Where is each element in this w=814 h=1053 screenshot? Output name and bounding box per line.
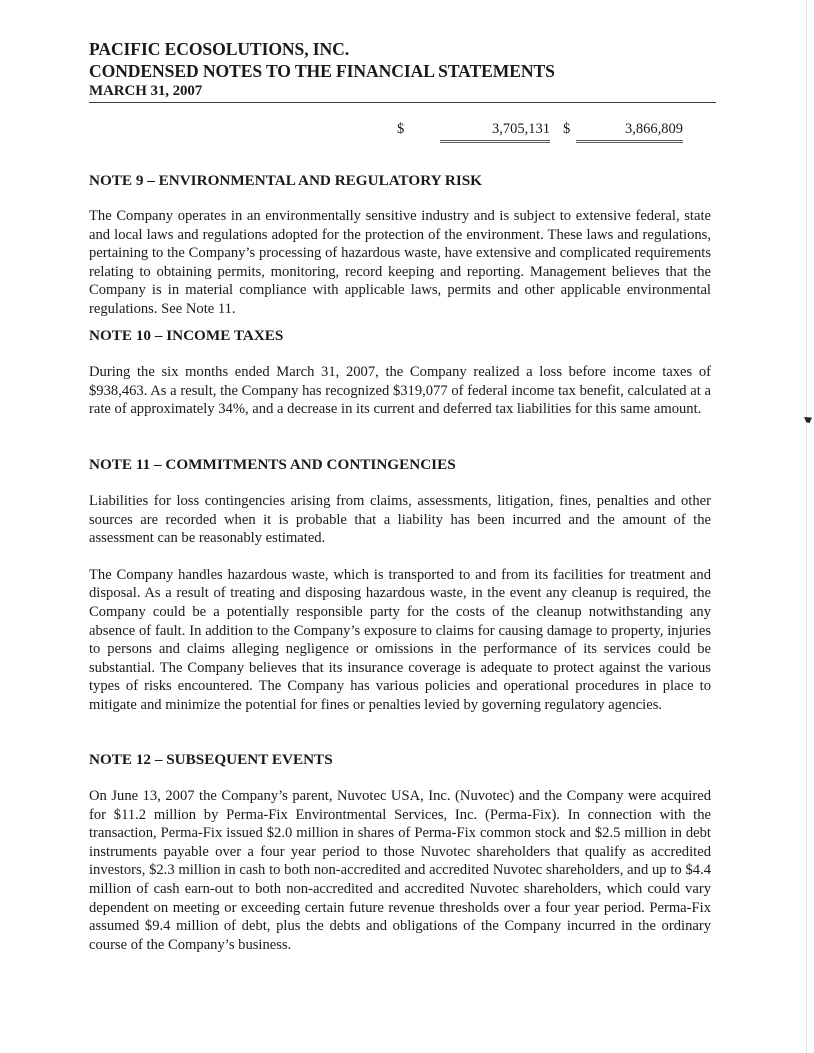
note-10-section [89,327,711,419]
document-title: CONDENSED NOTES TO THE FINANCIAL STATEMENTS [89,61,555,81]
company-name: PACIFIC ECOSOLUTIONS, INC. [89,39,350,59]
note-paragraph: Liabilities for loss contingencies arising from claims, assessments, litigation, fines, penalties and other sources are recorded when it is probable that a liability has been incurred and the amount of the assessment can be reasonably estimated. [89,493,711,547]
header-divider [89,102,716,103]
document-header [89,38,716,100]
note-heading: NOTE 12 – SUBSEQUENT EVENTS [89,751,333,768]
currency-symbol: $ [397,121,405,137]
note-12-section [89,751,711,954]
note-11-section [89,456,711,715]
total-amount-2: 3,866,809 [576,121,683,143]
note-paragraph: The Company operates in an environmentally sensitive industry and is subject to extensive federal, state and local laws and regulations adopted for the protection of the environment. These laws and regulations, pertaining to the Company’s processing of hazardous waste, have extensive and complicated requirements relating to obtaining permits, monitoring, record keeping and reporting. Management believes that the Company is in material compliance with applicable laws, permits and other applicable environmental regulations. See Note 11. [89,208,711,317]
totals-row [0,121,814,147]
note-paragraph: During the six months ended March 31, 2007, the Company realized a loss before income taxes of $938,463. As a result, the Company has recognized $319,077 of federal income tax benefit, calculated at a rate of approximately 34%, and a decrease in its current and deferred tax liabilities for this same amount. [89,364,711,418]
note-paragraph: On June 13, 2007 the Company’s parent, Nuvotec USA, Inc. (Nuvotec) and the Company were acquired for $11.2 million by Perma-Fix Environtmental Services, Inc. (Perma-Fix). In connection with the transaction, Perma-Fix issued $2.0 million in shares of Perma-Fix common stock and $2.5 million in debt instruments payable over a four year period to those Nuvotec shareholders that qualify as accredited investors, $2.3 million in cash to both non-accredited and accredited Nuvotec shareholders, and up to $4.4 million of cash earn-out to both non-accredited and accredited Nuvotec shareholders, which could vary dependent on meeting or exceeding certain future revenue thresholds over a four year period. Perma-Fix assumed $9.4 million of debt, plus the debts and obligations of the Company incurred in the ordinary course of the Company’s business. [89,788,711,953]
note-heading: NOTE 9 – ENVIRONMENTAL AND REGULATORY RISK [89,172,482,189]
note-heading: NOTE 10 – INCOME TAXES [89,327,284,344]
note-9-section [89,172,711,319]
scan-edge-line [806,0,807,1053]
note-heading: NOTE 11 – COMMITMENTS AND CONTINGENCIES [89,456,456,473]
statement-date: MARCH 31, 2007 [89,83,203,99]
note-paragraph: The Company handles hazardous waste, which is transported to and from its facilities for treatment and disposal. As a result of treating and disposing hazardous waste, in the event any cleanup is required, the Company could be a potentially responsible party for the costs of the cleanup notwithstanding any absence of fault. In addition to the Company’s exposure to claims for causing damage to property, injuries to persons and claims alleging negligence or omissions in the performance of its services could be substantial. The Company believes that its insurance coverage is adequate to protect against the various types of risks encountered. The Company has various policies and operational procedures in place to mitigate and minimize the potential for fines or penalties levied by governing regulatory agencies. [89,566,711,713]
total-amount-1: 3,705,131 [440,121,550,143]
currency-symbol: $ [563,121,571,137]
